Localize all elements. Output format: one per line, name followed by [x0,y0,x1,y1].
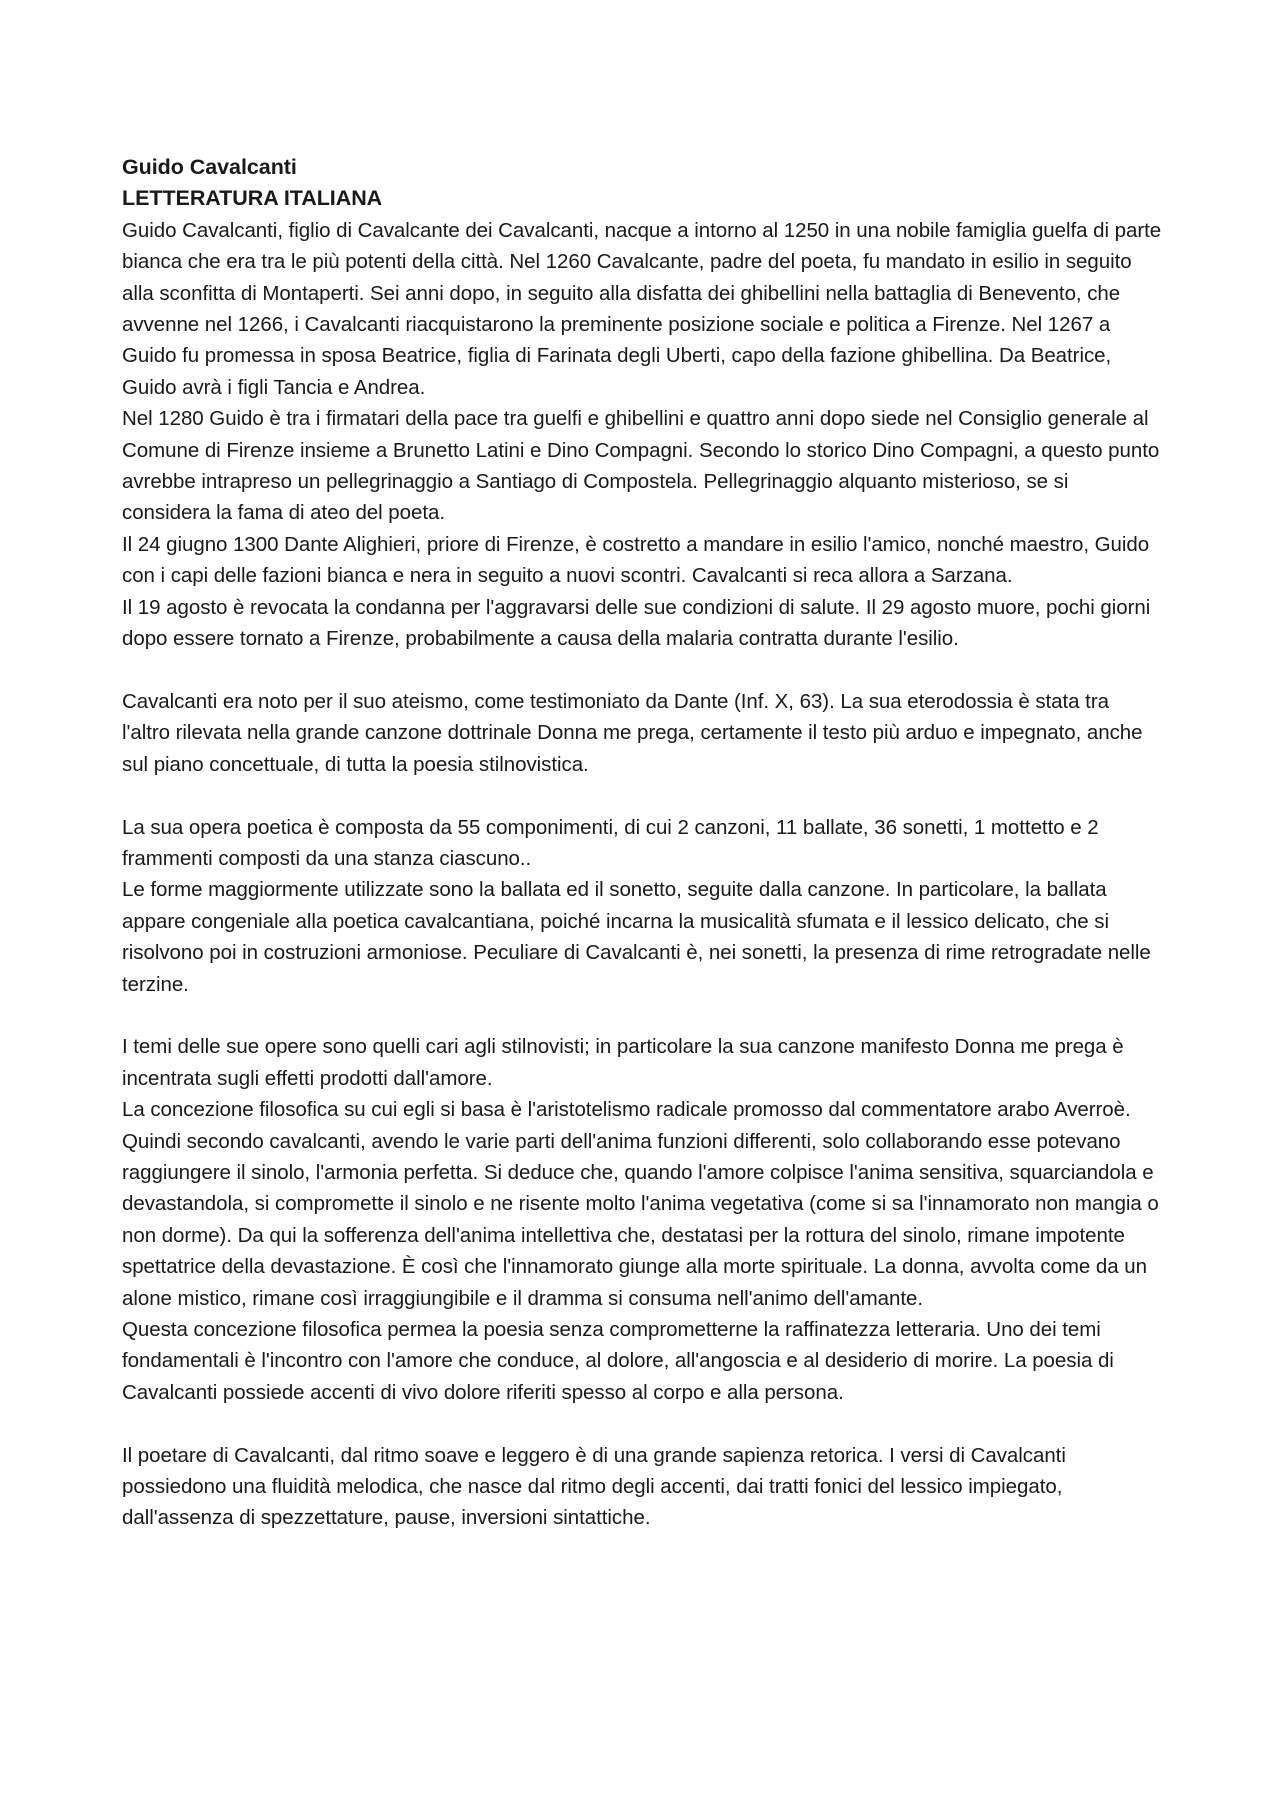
document-page [122,152,1162,1534]
paragraph-themes: I temi delle sue opere sono quelli cari agli stilnovisti; in particolare la sua canzone manifesto Donna me prega è incentrata sugli effetti prodotti dall'amore. [122,1035,1124,1090]
document-title: Guido Cavalcanti [122,155,297,179]
paragraph-biography: Guido Cavalcanti, figlio di Cavalcante dei Cavalcanti, nacque a intorno al 1250 in una nobile famiglia guelfa di parte bianca che era tra le più potenti della città. Nel 1260 Cavalcante, padre del poeta, fu mandato in esilio in seguito alla sconfitta di Montaperti. Sei anni dopo, in seguito alla disfatta dei ghibellini nella battaglia di Benevento, che avvenne nel 1266, i Cavalcanti riacquistarono la preminente posizione sociale e politica a Firenze. Nel 1267 a Guido fu promessa in sposa Beatrice, figlia di Farinata degli Uberti, capo della fazione ghibellina. Da Beatrice, Guido avrà i figli Tancia e Andrea. [122,218,1162,399]
paragraph-works: La sua opera poetica è composta da 55 componimenti, di cui 2 canzoni, 11 ballate, 36 sonetti, 1 mottetto e 2 frammenti composti da una stanza ciascuno.. [122,815,1099,870]
document-subtitle: LETTERATURA ITALIANA [122,186,383,211]
paragraph-forms: Le forme maggiormente utilizzate sono la ballata ed il sonetto, seguite dalla canzone. In particolare, la ballata appare congeniale alla poetica cavalcantiana, poiché incarna la musicalità sfumata e il lessico delicato, che si risolvono poi in costruzioni armoniose. Peculiare di Cavalcanti è, nei sonetti, la presenza di rime retrogradate nelle terzine. [122,878,1151,996]
paragraph-spacer [122,1408,1162,1439]
paragraph-death: Il 19 agosto è revocata la condanna per l'aggravarsi delle sue condizioni di salute. Il 29 agosto muore, pochi giorni dopo essere tornato a Firenze, probabilmente a causa della malaria contratta durante l'esilio. [122,595,1151,651]
paragraph-spacer [122,1000,1162,1031]
paragraph-1300: Il 24 giugno 1300 Dante Alighieri, priore di Firenze, è costretto a mandare in esilio l'amico, nonché maestro, Guido con i capi delle fazioni bianca e nera in seguito a nuovi scontri. Cavalcanti si reca allora a Sarzana. [122,532,1150,588]
paragraph-spacer [122,780,1162,811]
paragraph-atheism: Cavalcanti era noto per il suo ateismo, come testimoniato da Dante (Inf. X, 63). La sua eterodossia è stata tra l'altro rilevata nella grande canzone dottrinale Donna me prega, certamente il testo più arduo e impegnato, anche sul piano concettuale, di tutta la poesia stilnovistica. [122,689,1143,776]
paragraph-spacer [122,655,1162,686]
paragraph-1280: Nel 1280 Guido è tra i firmatari della pace tra guelfi e ghibellini e quattro anni dopo siede nel Consiglio generale al Comune di Firenze insieme a Brunetto Latini e Dino Compagni. Secondo lo storico Dino Compagni, a questo punto avrebbe intrapreso un pellegrinaggio a Santiago di Compostela. Pellegrinaggio alquanto misterioso, se si considera la fama di ateo del poeta. [122,407,1160,525]
paragraph-poetry: Questa concezione filosofica permea la poesia senza comprometterne la raffinatezza letteraria. Uno dei temi fondamentali è l'incontro con l'amore che conduce, al dolore, all'angoscia e al desiderio di morire. La poesia di Cavalcanti possiede accenti di vivo dolore riferiti spesso al corpo e alla persona. [122,1317,1114,1404]
paragraph-philosophy: La concezione filosofica su cui egli si basa è l'aristotelismo radicale promosso dal commentatore arabo Averroè. Quindi secondo cavalcanti, avendo le varie parti dell'anima funzioni differenti, solo collaborando esse potevano raggiungere il sinolo, l'armonia perfetta. Si deduce che, quando l'amore colpisce l'anima sensitiva, squarciandola e devastandola, si compromette il sinolo e ne risente molto l'anima vegetativa (come si sa l'innamorato non mangia o non dorme). Da qui la sofferenza dell'anima intellettiva che, destatasi per la rottura del sinolo, rimane impotente spettatrice della devastazione. È così che l'innamorato giunge alla morte spirituale. La donna, avvolta come da un alone mistico, rimane così irraggiungibile e il dramma si consuma nell'animo dell'amante. [122,1098,1159,1310]
paragraph-style: Il poetare di Cavalcanti, dal ritmo soave e leggero è di una grande sapienza retorica. I versi di Cavalcanti possiedono una fluidità melodica, che nasce dal ritmo degli accenti, dai tratti fonici del lessico impiegato, dall'assenza di spezzettature, pause, inversioni sintattiche. [122,1443,1066,1530]
